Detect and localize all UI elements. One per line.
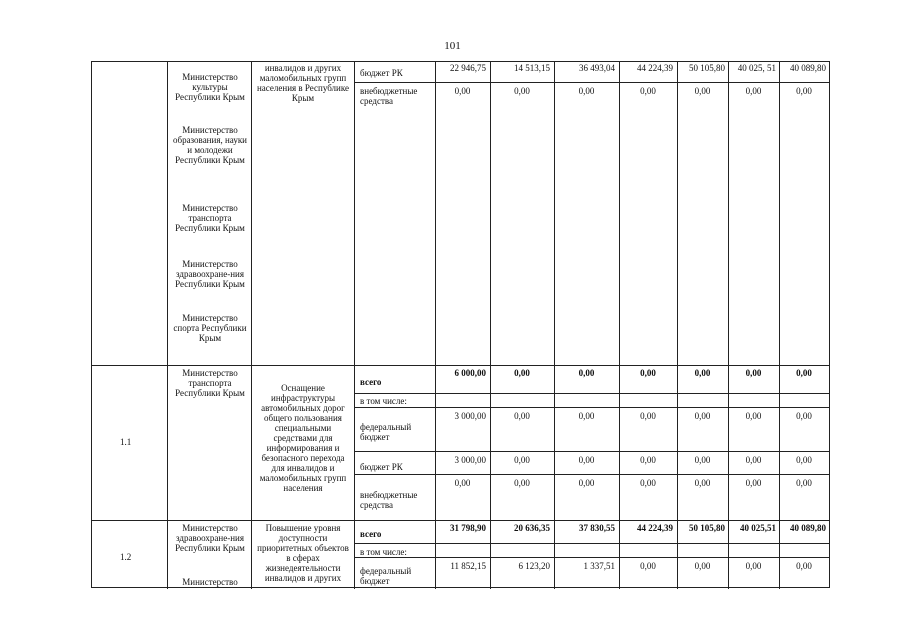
- row-number: 1.2: [120, 552, 132, 562]
- responsible-health: Министерство здравоохране-ния Республики Крым: [175, 523, 245, 553]
- cell: 11 852,15: [450, 561, 486, 571]
- cell: 0,00: [796, 478, 812, 488]
- cell: 31 798,90: [450, 523, 486, 533]
- cell: 36 493,04: [579, 63, 615, 73]
- responsible-transport: Министерство транспорта Республики Крым: [175, 203, 245, 233]
- cell: 0,00: [640, 86, 656, 96]
- event-text: инвалидов и других маломобильных групп населения в Республике Крым: [256, 63, 350, 103]
- cell: 50 105,80: [689, 63, 725, 73]
- cell: 0,00: [578, 478, 595, 488]
- row-label: бюджет РК: [360, 68, 403, 78]
- cell: 3 000,00: [454, 411, 486, 421]
- row-label-total: всего: [360, 377, 382, 387]
- cell: 50 105,80: [689, 523, 725, 533]
- responsible-health: Министерство здравоохране-ния Республики Крым: [175, 259, 245, 289]
- cell: 0,00: [454, 478, 471, 488]
- cell: 0,00: [578, 368, 595, 378]
- cell: 14 513,15: [514, 63, 550, 73]
- cell: 6 123,20: [518, 561, 550, 571]
- cell: 0,00: [694, 478, 711, 488]
- cell: 0,00: [796, 368, 812, 378]
- cell: 0,00: [745, 561, 762, 571]
- cell: 0,00: [514, 86, 530, 96]
- cell: 0,00: [514, 368, 530, 378]
- row-label: федеральный бюджет: [360, 422, 412, 442]
- cell: 44 224,39: [637, 63, 673, 73]
- cell: 22 946,75: [450, 63, 486, 73]
- cell: 3 000,00: [454, 455, 486, 465]
- cell: 0,00: [745, 411, 762, 421]
- event-text: Оснащение инфраструктуры автомобильных дорог общего пользования специальными средствами для информирования и безопасного перехода для инвалидов и маломобильных групп населения: [259, 383, 347, 493]
- cell: 40 025,51: [740, 523, 776, 533]
- responsible-sport: Министерство спорта Республики Крым: [173, 313, 247, 343]
- budget-table: [91, 61, 830, 588]
- cell: 0,00: [578, 86, 595, 96]
- cell: 0,00: [796, 411, 812, 421]
- cell: 37 830,55: [579, 523, 615, 533]
- cell: 0,00: [514, 478, 530, 488]
- cell: 0,00: [796, 86, 812, 96]
- cell: 1 337,51: [583, 561, 615, 571]
- row-label-total: всего: [360, 529, 382, 539]
- cell: 0,00: [745, 368, 762, 378]
- row-label: в том числе:: [360, 547, 407, 557]
- cell: 0,00: [745, 478, 762, 488]
- cell: 20 636,35: [514, 523, 550, 533]
- row-label: внебюджетные средства: [360, 86, 418, 106]
- page-number: 101: [444, 40, 461, 52]
- responsible-education: Министерство образования, науки и молодежи Республики Крым: [172, 125, 248, 165]
- cell: 0,00: [514, 411, 530, 421]
- cell: 0,00: [640, 368, 656, 378]
- cell: 0,00: [796, 455, 812, 465]
- row-label: внебюджетные средства: [360, 490, 418, 510]
- cell: 0,00: [454, 86, 471, 96]
- cell: 0,00: [694, 561, 711, 571]
- row-label: в том числе:: [360, 396, 407, 406]
- cell: 6 000,00: [454, 368, 486, 378]
- cell: 0,00: [745, 86, 762, 96]
- cell: 0,00: [796, 561, 812, 571]
- cell: 0,00: [578, 411, 595, 421]
- cell: 44 224,39: [637, 523, 673, 533]
- cell: 0,00: [694, 368, 711, 378]
- cell: 0,00: [640, 455, 656, 465]
- cell: 0,00: [694, 86, 711, 96]
- cell: 0,00: [640, 561, 656, 571]
- event-text: Повышение уровня доступности приоритетных объектов в сферах жизнедеятельности инвалидов и других: [257, 523, 349, 583]
- cell: 0,00: [640, 411, 656, 421]
- cell: 0,00: [640, 478, 656, 488]
- responsible-culture: Министерство культуры Республики Крым: [175, 72, 245, 102]
- cell: 0,00: [745, 455, 762, 465]
- cell: 40 089,80: [790, 63, 826, 73]
- row-label: бюджет РК: [360, 462, 403, 472]
- cell: 40 025, 51: [737, 63, 776, 73]
- cell: 0,00: [694, 455, 711, 465]
- cell: 0,00: [694, 411, 711, 421]
- row-label: федеральный бюджет: [360, 566, 412, 586]
- responsible: Министерство транспорта Республики Крым: [175, 368, 245, 398]
- cell: 0,00: [578, 455, 595, 465]
- cell: 40 089,80: [790, 523, 826, 533]
- responsible-next: Министерство: [182, 577, 238, 587]
- cell: 0,00: [514, 455, 530, 465]
- row-number: 1.1: [120, 437, 132, 447]
